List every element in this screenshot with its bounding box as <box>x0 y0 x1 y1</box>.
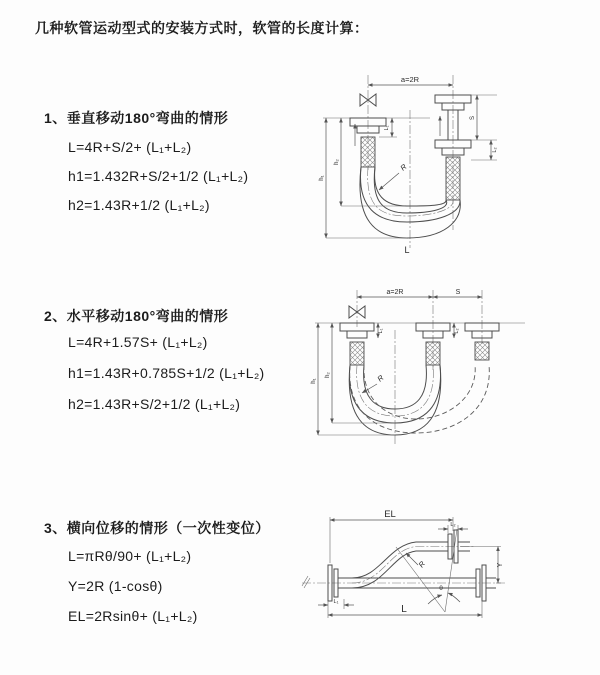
dim-label-l1: L₁ <box>384 125 390 131</box>
dim-label-h1: h₁ <box>311 378 317 384</box>
section-2-formula-h1: h1=1.43R+0.785S+1/2 (L₁+L₂) <box>68 365 265 381</box>
diagram-lateral-displacement <box>300 505 600 650</box>
dim-label-L: L <box>404 245 410 255</box>
left-pipe-assembly <box>340 323 374 365</box>
dim-l1 <box>379 118 397 137</box>
radius-leader <box>406 553 427 569</box>
section-3-formula-L: L=πRθ/90+ (L₁+L₂) <box>68 548 192 564</box>
dim-s <box>470 95 497 140</box>
dim-label-l2: L₂ <box>450 522 456 528</box>
section-2-heading: 2、水平移动180°弯曲的情形 <box>44 308 229 324</box>
diagram-horizontal-180-bend <box>310 285 600 455</box>
hose-s-curve-displaced <box>352 530 470 588</box>
dim-label-s: S <box>470 115 476 121</box>
dim-s <box>433 289 482 297</box>
dim-l <box>328 601 482 618</box>
dim-label-a2r: a=2R <box>386 289 404 296</box>
dim-label-h2: h₂ <box>325 372 331 378</box>
dim-label-r: R <box>416 559 428 570</box>
section-3-heading: 3、横向位移的情形（一次性变位） <box>44 520 270 536</box>
dim-l1 <box>318 599 354 609</box>
section-1-formula-h2: h2=1.43R+1/2 (L₁+L₂) <box>68 197 210 213</box>
diagram-vertical-180-bend <box>315 70 600 265</box>
dim-label-h1: h₁ <box>319 175 325 181</box>
dim-label-r: R <box>375 373 386 384</box>
dim-label-l2: L₂ <box>492 147 498 153</box>
section-1-formula-L: L=4R+S/2+ (L₁+L₂) <box>68 139 192 155</box>
centerlines <box>315 290 525 445</box>
dim-label-l2: L₂ <box>454 328 460 334</box>
dim-h1 <box>319 118 407 238</box>
dim-a2r <box>368 75 453 85</box>
dim-label-a2r: a=2R <box>400 75 420 84</box>
dim-label-el: EL <box>384 509 396 520</box>
middle-pipe-assembly <box>416 323 450 365</box>
dim-el <box>330 509 456 563</box>
angle-construction <box>396 529 460 612</box>
dim-label-l: L <box>401 604 407 615</box>
dim-label-h2: h₂ <box>334 159 340 165</box>
dim-label-r: R <box>398 162 409 173</box>
section-1-formula-h1: h1=1.432R+S/2+1/2 (L₁+L₂) <box>68 168 249 184</box>
dim-label-l1: L₁ <box>333 599 339 605</box>
section-2-formula-h2: h2=1.43R+S/2+1/2 (L₁+L₂) <box>68 396 241 412</box>
dim-l1 <box>378 323 384 338</box>
section-3-formula-Y: Y=2R (1-cosθ) <box>68 578 163 594</box>
dim-label-l1: L₁ <box>378 328 384 334</box>
dim-label-y: Y <box>497 562 504 568</box>
dim-l2 <box>454 323 460 338</box>
centerlines <box>323 75 453 248</box>
radius-leader <box>379 162 409 190</box>
section-1-heading: 1、垂直移动180°弯曲的情形 <box>44 110 229 126</box>
dim-l2 <box>471 140 498 160</box>
dim-l2 <box>438 522 468 533</box>
dim-label-theta: θ <box>439 585 443 592</box>
page-title: 几种软管运动型式的安装方式时，软管的长度计算： <box>35 20 369 36</box>
section-2-formula-L: L=4R+1.57S+ (L₁+L₂) <box>68 334 208 350</box>
dim-label-s: S <box>455 289 461 296</box>
dim-a2r <box>357 289 433 297</box>
section-3-formula-EL: EL=2Rsinθ+ (L₁+L₂) <box>68 608 198 624</box>
